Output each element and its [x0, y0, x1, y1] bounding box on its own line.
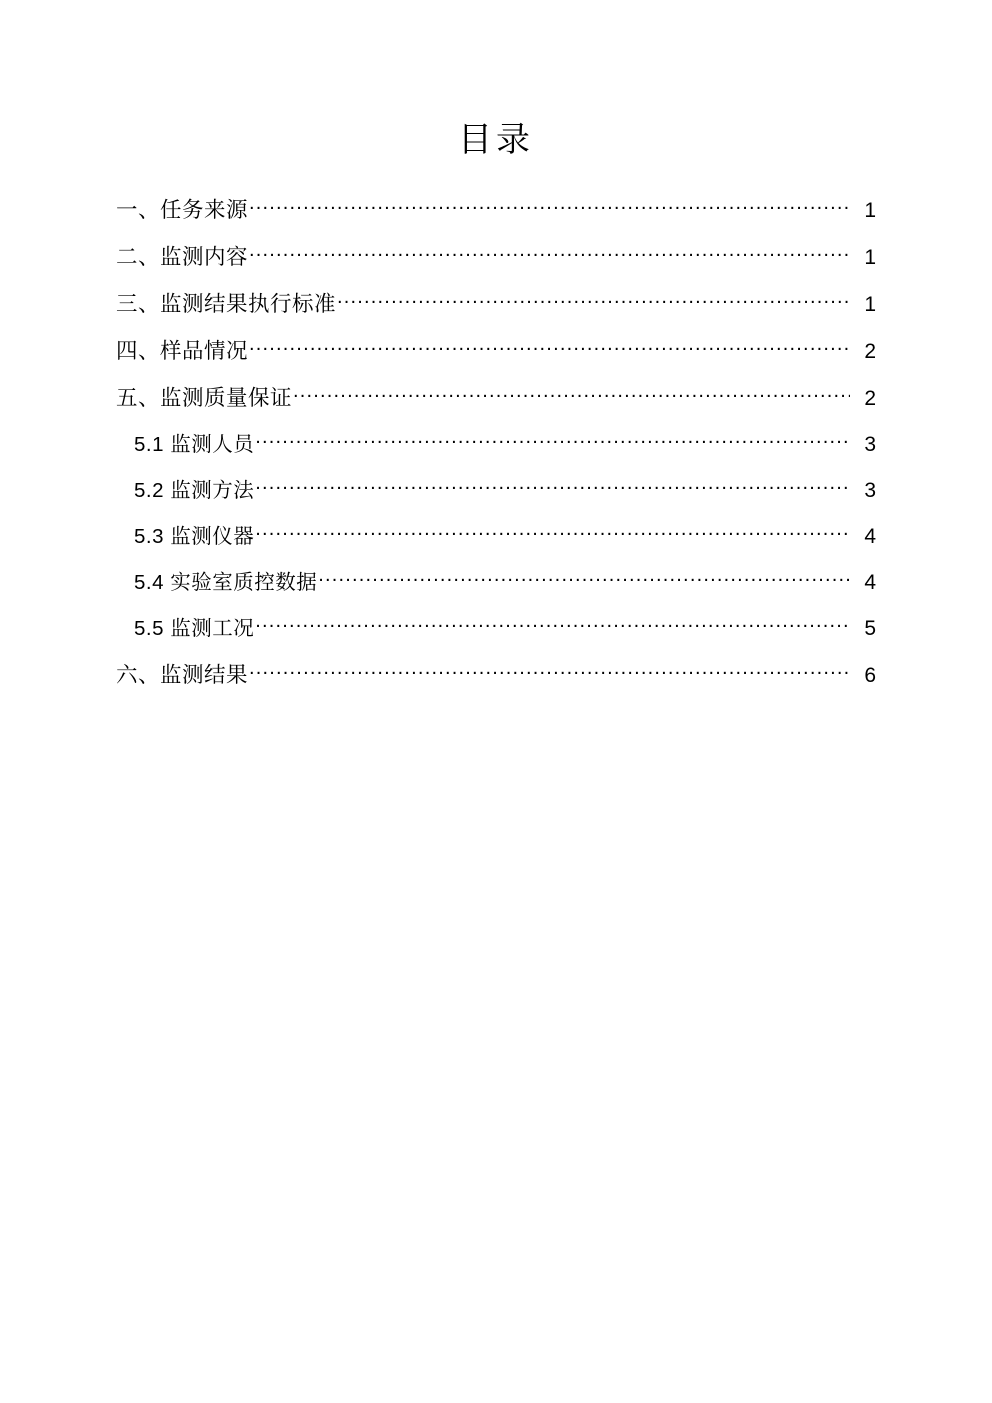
- toc-leader-dots: [249, 660, 850, 682]
- table-of-contents: [116, 195, 876, 686]
- toc-entry[interactable]: [116, 522, 876, 547]
- toc-leader-dots: [249, 195, 850, 217]
- toc-entry-label: 四、样品情况: [116, 338, 249, 363]
- toc-leader-dots: [255, 430, 850, 451]
- toc-entry-label: 5.2 监测方法: [134, 478, 255, 502]
- toc-leader-dots: [318, 568, 850, 589]
- toc-entry-label: 六、监测结果: [116, 662, 249, 687]
- toc-entry-label: 5.1 监测人员: [134, 432, 255, 456]
- toc-leader-dots: [255, 522, 850, 543]
- toc-entry-page: 3: [864, 432, 876, 456]
- toc-entry-page: 3: [864, 478, 876, 502]
- toc-entry-label: 一、任务来源: [116, 197, 249, 222]
- toc-entry[interactable]: [116, 289, 876, 315]
- toc-leader-dots: [255, 476, 850, 497]
- toc-entry[interactable]: [116, 614, 876, 639]
- toc-entry[interactable]: [116, 242, 876, 268]
- toc-entry-page: 1: [864, 198, 876, 222]
- toc-entry-page: 2: [864, 339, 876, 363]
- toc-leader-dots: [249, 336, 850, 358]
- toc-entry[interactable]: [116, 660, 876, 686]
- toc-entry[interactable]: [116, 430, 876, 455]
- toc-entry-label: 三、监测结果执行标准: [116, 291, 337, 316]
- toc-entry-page: 4: [864, 524, 876, 548]
- toc-entry-label: 二、监测内容: [116, 244, 249, 269]
- toc-entry[interactable]: [116, 476, 876, 501]
- toc-entry-label: 5.5 监测工况: [134, 616, 255, 640]
- toc-entry[interactable]: [116, 195, 876, 221]
- toc-entry-page: 2: [864, 386, 876, 410]
- toc-entry-label: 5.3 监测仪器: [134, 524, 255, 548]
- toc-entry-label: 五、监测质量保证: [116, 385, 293, 410]
- toc-entry-page: 6: [864, 663, 876, 687]
- toc-entry-label: 5.4 实验室质控数据: [134, 570, 318, 594]
- toc-entry[interactable]: [116, 336, 876, 362]
- page-title: 目录: [458, 122, 534, 159]
- toc-entry[interactable]: [116, 383, 876, 409]
- toc-entry-page: 4: [864, 570, 876, 594]
- toc-leader-dots: [255, 614, 850, 635]
- toc-entry[interactable]: [116, 568, 876, 593]
- toc-entry-page: 5: [864, 616, 876, 640]
- toc-leader-dots: [249, 242, 850, 264]
- toc-leader-dots: [293, 383, 850, 405]
- toc-entry-page: 1: [864, 245, 876, 269]
- toc-entry-page: 1: [864, 292, 876, 316]
- toc-leader-dots: [337, 289, 850, 311]
